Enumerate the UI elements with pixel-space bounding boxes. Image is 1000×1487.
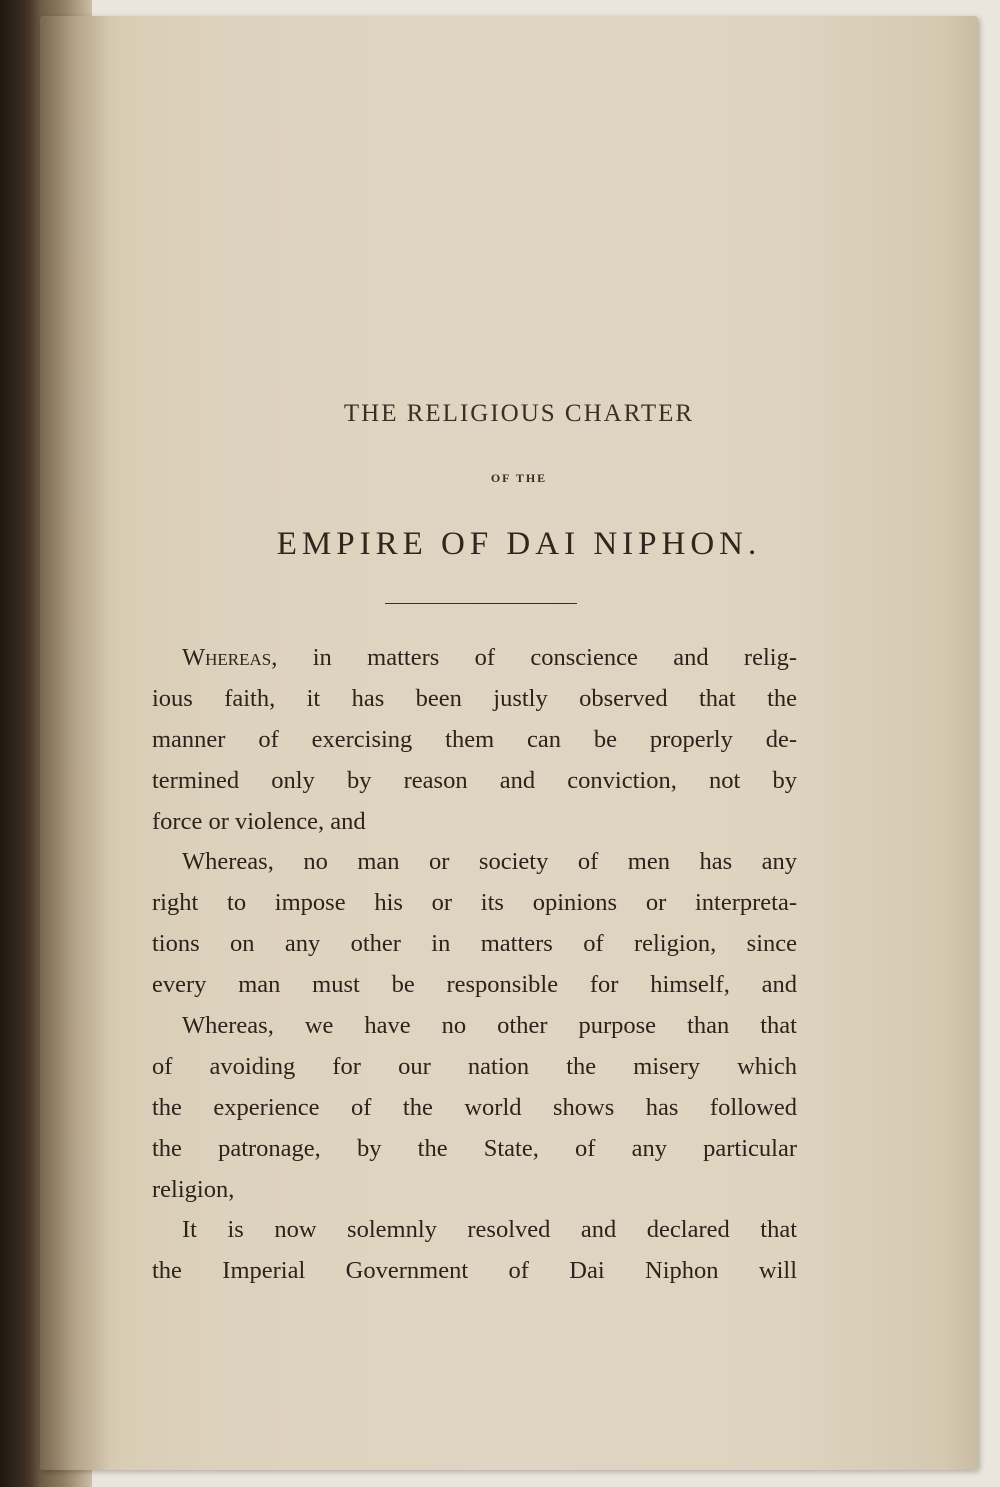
text-line: the patronage, by the State, of any particular <box>152 1134 797 1162</box>
spine-shadow <box>0 0 40 1487</box>
text-line: force or violence, and <box>152 807 366 835</box>
text-line: tions on any other in matters of religion, since <box>152 930 797 958</box>
text-line: religion, <box>152 1175 235 1203</box>
text-line: manner of exercising them can be properly de- <box>152 725 797 753</box>
heading-line-2: OF THE <box>490 471 548 485</box>
text-line: the experience of the world shows has followed <box>152 1093 797 1121</box>
text-line: right to impose his or its opinions or interpreta- <box>152 889 797 917</box>
book-page <box>40 16 978 1470</box>
text-line: termined only by reason and conviction, not by <box>152 766 797 794</box>
text-line: Whereas, no man or society of men has any <box>182 848 797 876</box>
text-line: the Imperial Government of Dai Niphon will <box>152 1257 797 1285</box>
text-line: It is now solemnly resolved and declared that <box>182 1216 797 1244</box>
gutter-shade <box>40 16 110 1470</box>
title-divider <box>385 603 577 604</box>
text-line: Whereas, we have no other purpose than that <box>182 1012 797 1040</box>
page-title: EMPIRE OF DAI NIPHON. <box>276 526 762 562</box>
heading-line-1: THE RELIGIOUS CHARTER <box>343 400 695 427</box>
drop-word: Whereas, <box>182 644 278 671</box>
text-line: ious faith, it has been justly observed that the <box>152 684 797 712</box>
text-line: of avoiding for our nation the misery which <box>152 1052 797 1080</box>
charter-text <box>152 638 797 1292</box>
text-line: Whereas, in matters of conscience and relig- <box>182 644 797 671</box>
text-line: every man must be responsible for himself, and <box>152 971 797 999</box>
